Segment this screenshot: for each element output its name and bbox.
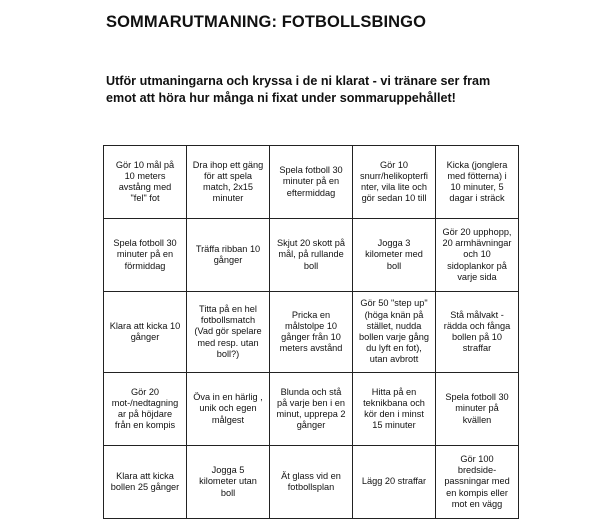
- bingo-cell-text: Gör 10 mål på 10 meters avstång med "fel" fot: [115, 159, 175, 204]
- bingo-cell-text: Gör 50 "step up" (höga knän på stället, nudda bollen varje gång du lyft en fot), utan avbrott: [359, 298, 429, 365]
- bingo-cell[interactable]: [187, 446, 270, 519]
- bingo-row: [104, 219, 519, 292]
- bingo-cell-text: Skjut 20 skott på mål, på rullande boll: [277, 238, 345, 271]
- bingo-cell[interactable]: [187, 219, 270, 292]
- bingo-cell[interactable]: [436, 219, 519, 292]
- bingo-cell[interactable]: [104, 219, 187, 292]
- bingo-row: [104, 446, 519, 519]
- bingo-cell[interactable]: [104, 292, 187, 373]
- bingo-cell[interactable]: [104, 373, 187, 446]
- bingo-cell-text: Kicka (jonglera med fötterna) i 10 minuter, 5 dagar i sträck: [446, 159, 508, 204]
- bingo-row: [104, 292, 519, 373]
- bingo-cell-text: Öva in en härlig , unik och egen målgest: [193, 392, 263, 425]
- bingo-cell-text: Gör 20 upphopp, 20 armhävningar och 10 sidoplankor på varje sida: [442, 226, 512, 282]
- bingo-cell-text: Klara att kicka bollen 25 gånger: [110, 470, 180, 492]
- bingo-cell-text: Spela fotboll 30 minuter på en förmiddag: [113, 238, 177, 271]
- bingo-cell[interactable]: [353, 446, 436, 519]
- bingo-cell[interactable]: [270, 292, 353, 373]
- bingo-cell-text: Gör 100 bredside- passningar med en kompis eller mot en vägg: [444, 453, 510, 509]
- bingo-cell[interactable]: [270, 219, 353, 292]
- bingo-cell[interactable]: [353, 292, 436, 373]
- bingo-cell-text: Ät glass vid en fotbollsplan: [281, 470, 341, 492]
- bingo-cell[interactable]: [436, 373, 519, 446]
- bingo-cell[interactable]: [436, 446, 519, 519]
- bingo-cell[interactable]: [270, 373, 353, 446]
- intro-text: Utför utmaningarna och kryssa i de ni klarat - vi tränare ser fram emot att höra hur många ni fixat under sommaruppehållet!: [106, 74, 491, 105]
- bingo-cell[interactable]: [353, 146, 436, 219]
- bingo-cell[interactable]: [104, 446, 187, 519]
- page-title: SOMMARUTMANING: FOTBOLLSBINGO: [106, 13, 427, 31]
- bingo-cell-text: Titta på en hel fotbollsmatch (Vad gör spelare med resp. utan boll?): [194, 303, 262, 359]
- bingo-cell[interactable]: [104, 146, 187, 219]
- bingo-cell-text: Dra ihop ett gäng för att spela match, 2x15 minuter: [192, 159, 264, 204]
- bingo-cell-text: Jogga 3 kilometer med boll: [365, 238, 423, 271]
- bingo-cell-text: Stå målvakt - rädda och fånga bollen på 10 straffar: [443, 309, 511, 354]
- bingo-cell[interactable]: [270, 446, 353, 519]
- bingo-cell-text: Gör 10 snurr/helikopterfi nter, vila lite och gör sedan 10 till: [360, 159, 428, 204]
- bingo-row: [104, 373, 519, 446]
- bingo-cell-text: Pricka en målstolpe 10 gånger från 10 meters avstånd: [279, 309, 343, 354]
- bingo-cell-text: Spela fotboll 30 minuter på en eftermiddag: [279, 165, 343, 198]
- bingo-grid: [103, 145, 519, 519]
- bingo-cell[interactable]: [187, 373, 270, 446]
- bingo-cell[interactable]: [353, 373, 436, 446]
- bingo-cell[interactable]: [353, 219, 436, 292]
- bingo-cell[interactable]: [187, 292, 270, 373]
- bingo-cell[interactable]: [436, 146, 519, 219]
- bingo-cell-text: Hitta på en teknikbana och kör den i minst 15 minuter: [363, 386, 425, 431]
- bingo-cell[interactable]: [436, 292, 519, 373]
- bingo-cell-text: Spela fotboll 30 minuter på kvällen: [445, 392, 509, 425]
- bingo-cell[interactable]: [187, 146, 270, 219]
- bingo-row: [104, 146, 519, 219]
- bingo-cell-text: Blunda och stå på varje ben i en minut, upprepa 2 gånger: [276, 386, 346, 431]
- bingo-cell-text: Jogga 5 kilometer utan boll: [199, 465, 257, 498]
- bingo-cell-text: Klara att kicka 10 gånger: [109, 320, 181, 342]
- bingo-cell-text: Gör 20 mot-/nedtagning ar på höjdare från en kompis: [111, 386, 179, 431]
- bingo-cell-text: Träffa ribban 10 gånger: [195, 243, 261, 265]
- bingo-cell-text: Lägg 20 straffar: [361, 476, 427, 487]
- bingo-cell[interactable]: [270, 146, 353, 219]
